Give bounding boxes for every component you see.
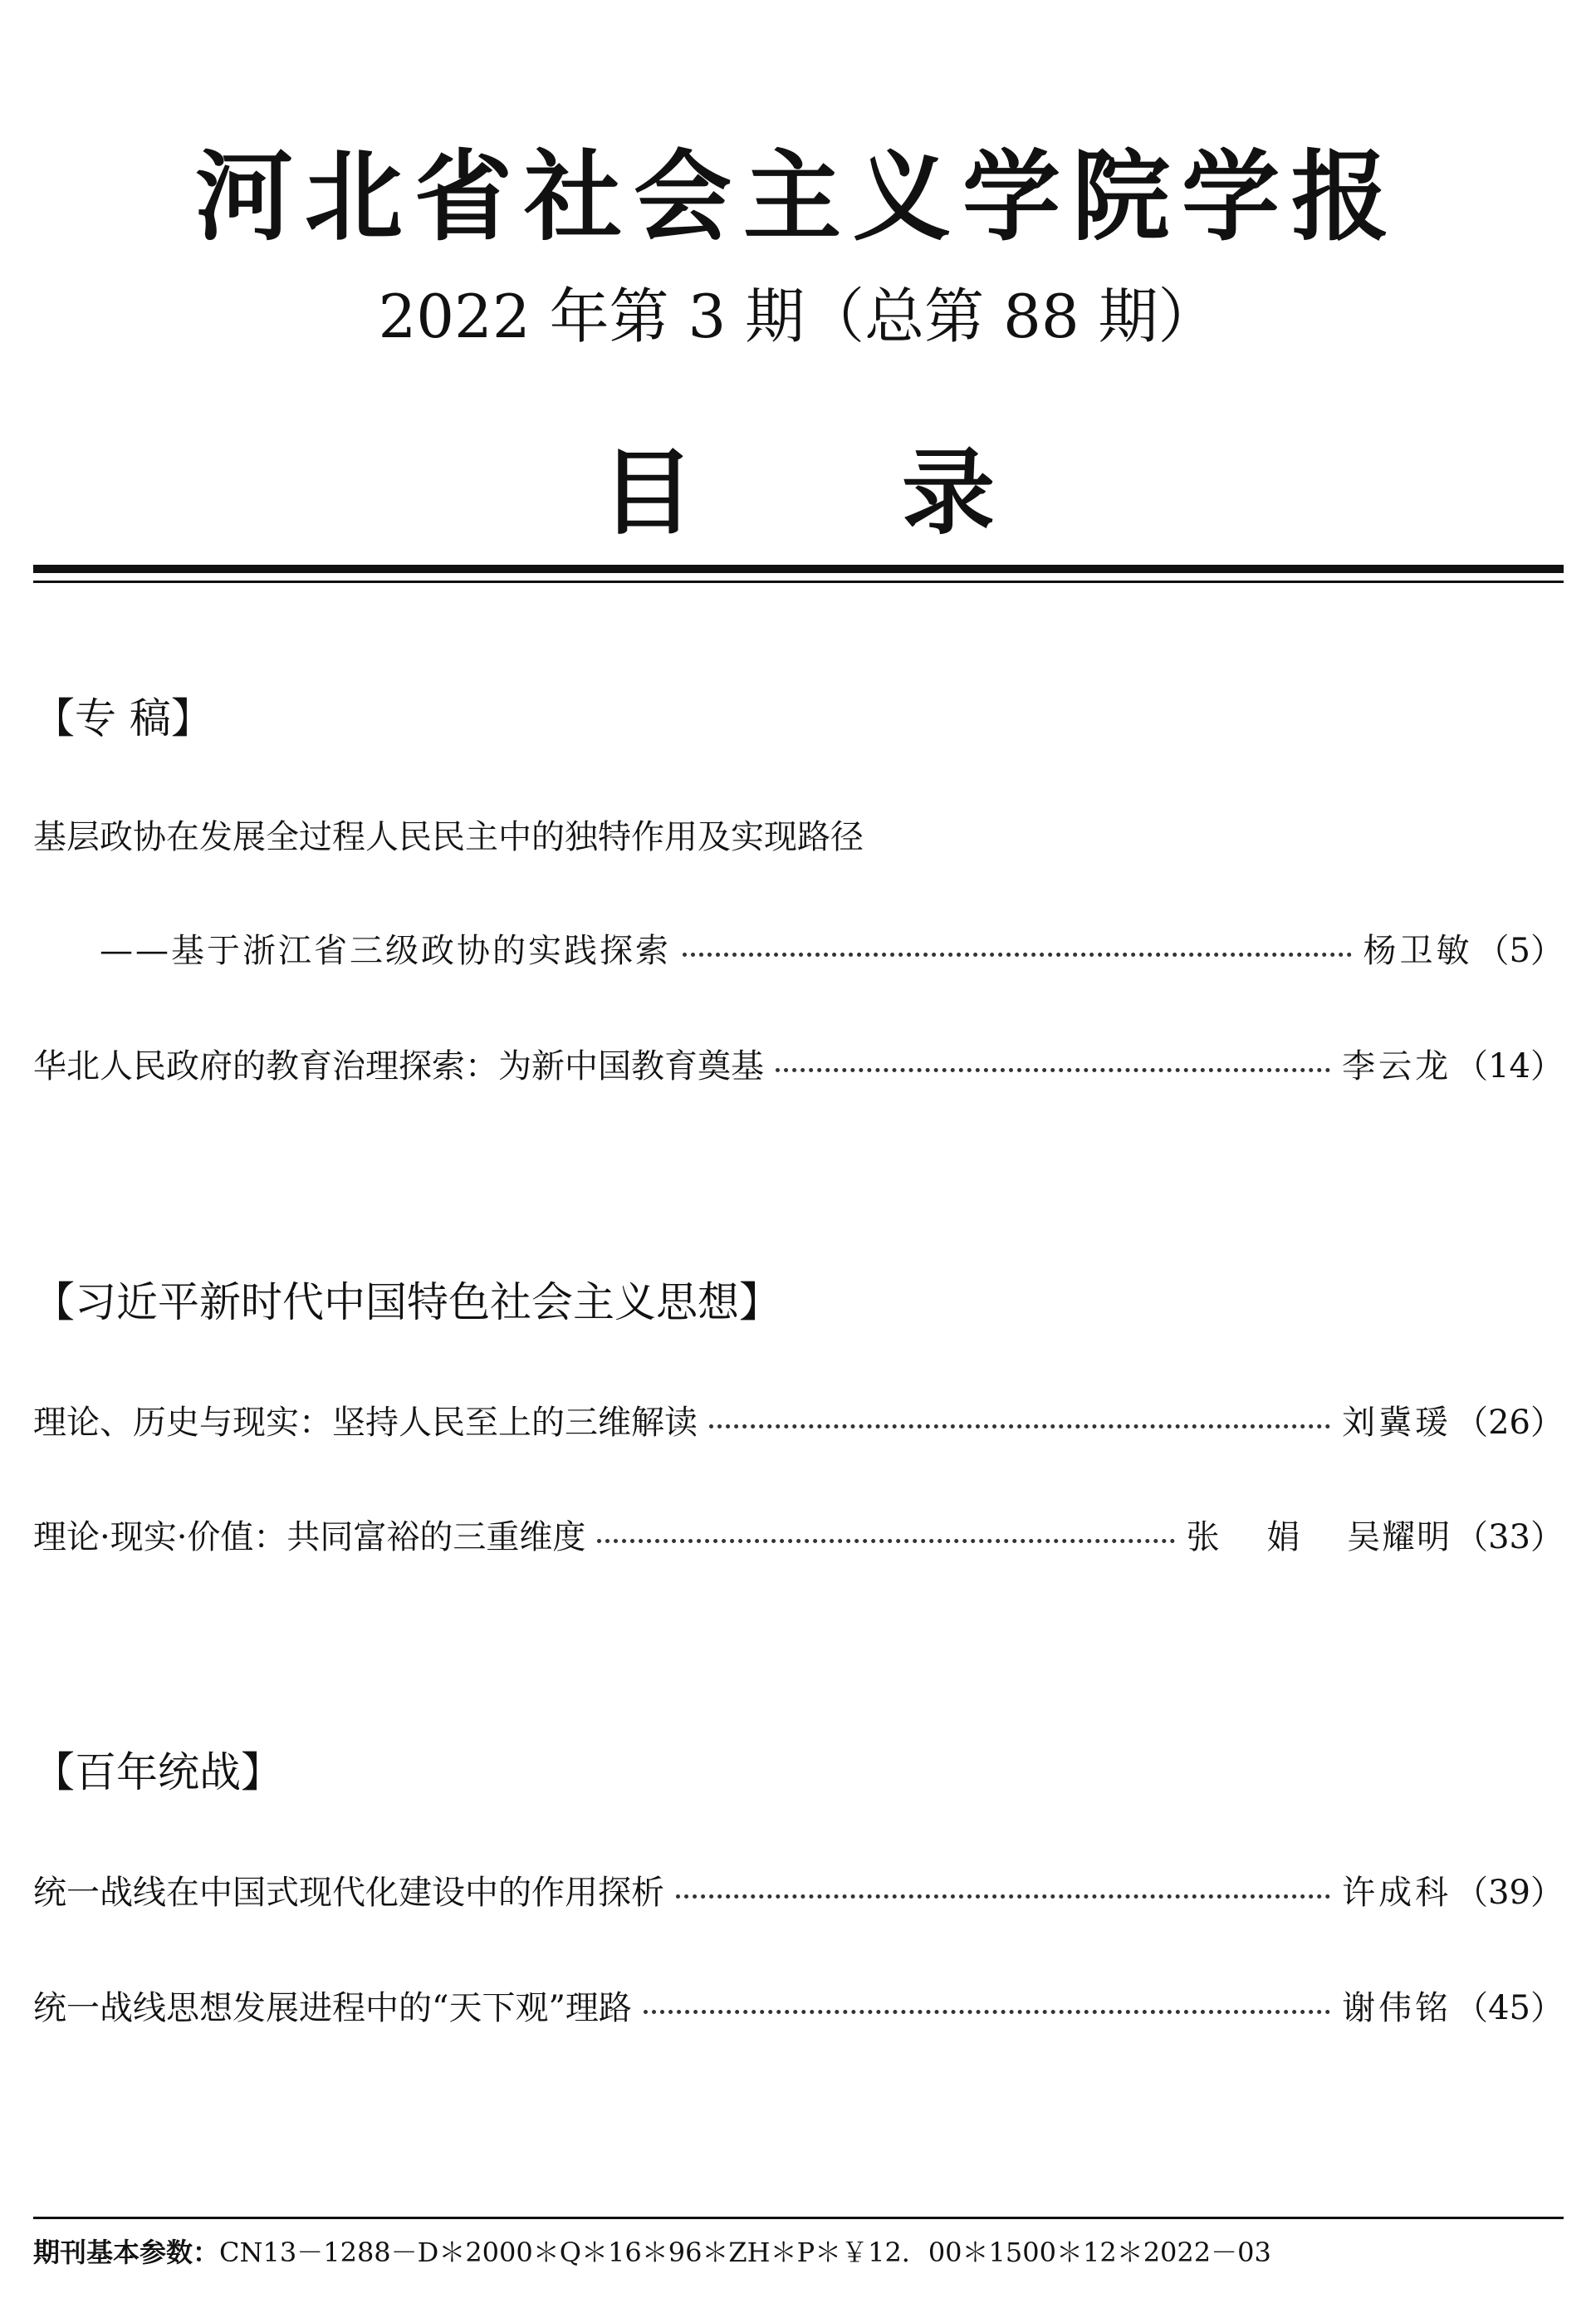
entry-author: 张 娟 吴耀明: [1186, 1518, 1452, 1556]
entry-author: 杨卫敏: [1363, 932, 1473, 970]
entry-title: 理论、历史与现实：坚持人民至上的三维解读: [33, 1404, 698, 1442]
header-rule-thin: [33, 581, 1564, 583]
entry-page: （26）: [1455, 1404, 1564, 1442]
entry-author: 李云龙: [1342, 1047, 1452, 1085]
issue-number: 2022 年第 3 期（总第 88 期）: [378, 282, 1218, 351]
toc-entry[interactable]: [33, 1868, 1564, 1918]
section-heading-special: 【专 稿】: [33, 694, 213, 742]
toc-entry[interactable]: [33, 812, 1564, 862]
entry-title: 基层政协在发展全过程人民民主中的独特作用及实现路径: [33, 818, 864, 856]
entry-author: 谢伟铭: [1342, 1989, 1452, 2027]
dot-leader: [597, 1531, 1174, 1543]
entry-author: 许成科: [1342, 1874, 1452, 1912]
parameters-value: CN13－1288－D＊2000＊Q＊16＊96＊ZH＊P＊￥12．00＊1500＊12＊2022－03: [219, 2237, 1271, 2268]
parameters-label: 期刊基本参数：: [33, 2237, 220, 2268]
toc-entry[interactable]: [33, 1983, 1564, 2033]
entry-page: （45）: [1455, 1989, 1564, 2027]
entry-page: （33）: [1455, 1518, 1564, 1556]
entry-title: 理论·现实·价值：共同富裕的三重维度: [33, 1518, 586, 1556]
entry-page: （39）: [1455, 1874, 1564, 1912]
toc-entry[interactable]: [33, 1512, 1564, 1562]
dot-leader: [776, 1060, 1330, 1072]
dot-leader: [709, 1416, 1330, 1428]
header-rule-thick: [33, 565, 1564, 573]
journal-title: 河北省社会主义学院学报: [194, 140, 1401, 254]
dot-leader: [644, 2002, 1330, 2014]
toc-entry[interactable]: [33, 1398, 1564, 1448]
toc-entry[interactable]: [33, 1041, 1564, 1091]
entry-title: 统一战线在中国式现代化建设中的作用探析: [33, 1874, 664, 1912]
toc-entry[interactable]: [100, 926, 1564, 976]
dot-leader: [683, 944, 1352, 957]
entry-title: 华北人民政府的教育治理探索：为新中国教育奠基: [33, 1047, 764, 1085]
journal-parameters: [33, 2239, 1564, 2266]
entry-page: （5）: [1476, 932, 1564, 970]
section-heading-xi-thought: 【习近平新时代中国特色社会主义思想】: [33, 1278, 781, 1326]
entry-subtitle: ——基于浙江省三级政协的实践探索: [100, 932, 671, 970]
entry-author: 刘冀瑗: [1342, 1404, 1452, 1442]
footer-rule: [33, 2217, 1564, 2219]
section-heading-united-front: 【百年统战】: [33, 1748, 282, 1796]
toc-heading: 目录: [601, 439, 1202, 547]
entry-title: 统一战线思想发展进程中的“天下观”理路: [33, 1989, 632, 2027]
dot-leader: [676, 1886, 1330, 1899]
entry-page: （14）: [1455, 1047, 1564, 1085]
